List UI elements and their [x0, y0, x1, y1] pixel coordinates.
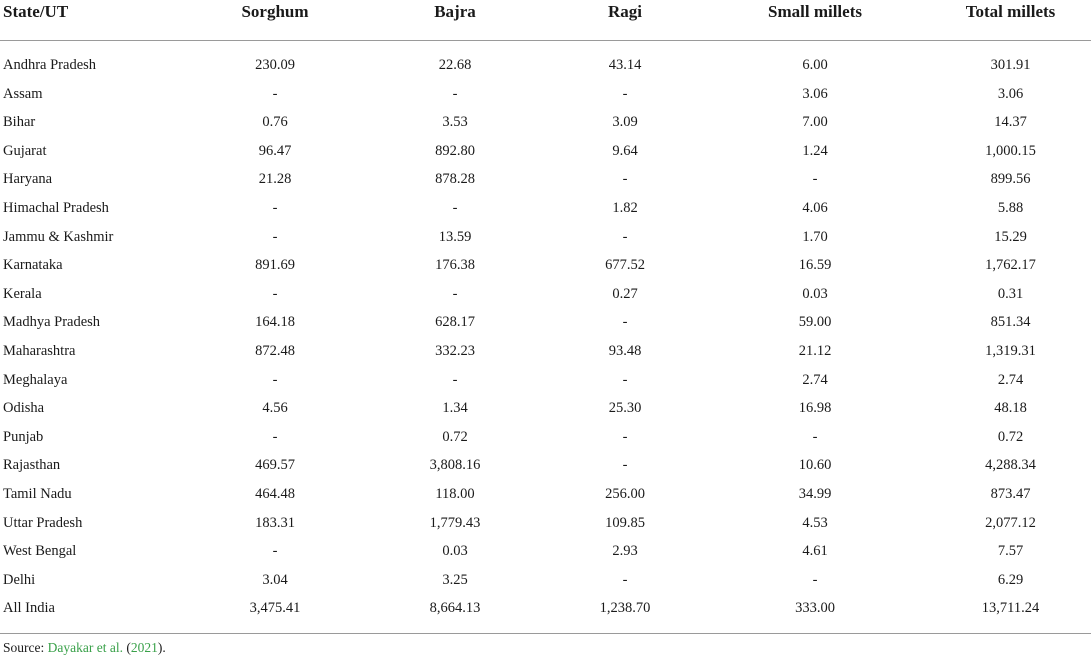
cell-state: Karnataka: [3, 257, 63, 274]
cell-bajra: 22.68: [438, 57, 472, 73]
cell-total-millets: 4,288.34: [985, 457, 1036, 474]
cell-total-millets: 2.74: [997, 371, 1024, 388]
cell-state: Assam: [3, 85, 43, 102]
cell-small-millets: 21.12: [798, 342, 832, 359]
cell-ragi: -: [622, 85, 628, 102]
cell-state: Maharashtra: [3, 342, 76, 359]
cell-ragi: -: [622, 314, 628, 331]
cell-sorghum: 230.09: [255, 57, 295, 73]
cell-bajra: 628.17: [435, 314, 475, 331]
source-paren-open: (: [122, 640, 131, 655]
cell-sorghum: 4.56: [262, 400, 288, 417]
header-row: [0, 0, 1091, 41]
cell-ragi: 93.48: [608, 342, 642, 359]
cell-total-millets: 13,711.24: [981, 600, 1040, 617]
cell-small-millets: -: [812, 428, 818, 445]
cell-bajra: 13.59: [438, 228, 472, 245]
cell-small-millets: 16.98: [798, 400, 832, 417]
cell-small-millets: 10.60: [798, 457, 832, 474]
cell-sorghum: 21.28: [258, 171, 292, 188]
cell-small-millets: 7.00: [802, 114, 828, 131]
cell-ragi: -: [622, 228, 628, 245]
cell-bajra: 1.34: [442, 400, 468, 417]
cell-ragi: 1.82: [612, 199, 638, 216]
cell-state: Jammu & Kashmir: [3, 228, 114, 245]
table-row: [0, 537, 1091, 566]
cell-total-millets: 48.18: [994, 400, 1027, 417]
table-row: [0, 480, 1091, 509]
header-total-millets: Total millets: [930, 0, 1091, 41]
cell-ragi: 43.14: [608, 57, 642, 73]
cell-total-millets: 1,000.15: [985, 142, 1036, 159]
table-row: [0, 280, 1091, 309]
cell-ragi: 25.30: [608, 400, 642, 417]
cell-sorghum: 3,475.41: [249, 600, 301, 617]
table-row: [0, 594, 1091, 633]
cell-small-millets: 4.06: [802, 199, 828, 216]
cell-small-millets: 333.00: [795, 600, 835, 617]
cell-total-millets: 15.29: [994, 228, 1027, 245]
source-author-link[interactable]: Dayakar et al.: [47, 640, 123, 655]
table-row: [0, 165, 1091, 194]
table-row: [0, 451, 1091, 480]
cell-ragi: 677.52: [605, 257, 645, 274]
cell-bajra: 0.03: [442, 543, 468, 560]
cell-state: Madhya Pradesh: [3, 314, 101, 331]
table-row: [0, 394, 1091, 423]
cell-bajra: -: [452, 199, 458, 216]
table-row: [0, 566, 1091, 595]
source-note: [3, 639, 166, 657]
table-row: [0, 108, 1091, 137]
cell-bajra: -: [452, 85, 458, 102]
cell-ragi: -: [622, 457, 628, 474]
cell-small-millets: 1.24: [802, 142, 828, 159]
table-row: [0, 423, 1091, 452]
cell-state: Rajasthan: [3, 457, 61, 474]
cell-bajra: 1,779.43: [429, 514, 481, 531]
header-state: State/UT: [0, 0, 190, 41]
cell-state: Andhra Pradesh: [3, 57, 97, 73]
cell-state: Punjab: [3, 428, 44, 445]
cell-total-millets: 5.88: [997, 199, 1024, 216]
table-row: [0, 41, 1091, 80]
cell-small-millets: 4.53: [802, 514, 828, 531]
cell-bajra: -: [452, 371, 458, 388]
cell-ragi: 109.85: [605, 514, 645, 531]
cell-small-millets: 1.70: [802, 228, 828, 245]
table-row: [0, 366, 1091, 395]
cell-total-millets: 0.31: [997, 285, 1024, 302]
cell-sorghum: 464.48: [255, 485, 295, 502]
cell-small-millets: 4.61: [802, 543, 828, 560]
cell-total-millets: 1,762.17: [985, 257, 1036, 274]
cell-small-millets: 34.99: [798, 485, 832, 502]
cell-sorghum: 891.69: [255, 257, 295, 274]
cell-bajra: 878.28: [435, 171, 475, 188]
cell-total-millets: 0.72: [997, 428, 1024, 445]
cell-total-millets: 1,319.31: [985, 342, 1036, 359]
table-row: [0, 223, 1091, 252]
cell-total-millets: 851.34: [990, 314, 1031, 331]
cell-total-millets: 6.29: [997, 571, 1024, 588]
cell-ragi: 256.00: [605, 485, 645, 502]
table-row: [0, 194, 1091, 223]
cell-small-millets: 59.00: [798, 314, 832, 331]
source-prefix: Source:: [3, 640, 48, 655]
cell-small-millets: -: [812, 171, 818, 188]
cell-bajra: 8,664.13: [429, 600, 481, 617]
source-year-link[interactable]: 2021: [130, 640, 158, 655]
cell-sorghum: -: [272, 85, 278, 102]
table-row: [0, 308, 1091, 337]
cell-ragi: 9.64: [612, 142, 638, 159]
header-ragi: Ragi: [550, 0, 700, 41]
cell-bajra: 332.23: [435, 342, 475, 359]
cell-bajra: 118.00: [435, 485, 475, 502]
cell-small-millets: 3.06: [802, 85, 828, 102]
cell-sorghum: 469.57: [255, 457, 295, 474]
cell-bajra: 0.72: [442, 428, 468, 445]
cell-state: All India: [3, 600, 55, 617]
header-small-millets: Small millets: [700, 0, 930, 41]
cell-ragi: 2.93: [612, 543, 638, 560]
table-body: [0, 41, 1091, 634]
cell-bajra: 176.38: [435, 257, 475, 274]
cell-state: Uttar Pradesh: [3, 514, 83, 531]
cell-total-millets: 873.47: [990, 485, 1031, 502]
cell-bajra: 3.53: [442, 114, 468, 131]
header-sorghum: Sorghum: [190, 0, 360, 41]
cell-ragi: 1,238.70: [599, 600, 651, 617]
cell-sorghum: -: [272, 543, 278, 560]
cell-sorghum: -: [272, 428, 278, 445]
cell-bajra: 3,808.16: [429, 457, 481, 474]
cell-total-millets: 3.06: [997, 85, 1024, 102]
cell-ragi: -: [622, 171, 628, 188]
cell-sorghum: 183.31: [255, 514, 295, 531]
table-row: [0, 251, 1091, 280]
table-row: [0, 509, 1091, 538]
cell-sorghum: 96.47: [258, 142, 292, 159]
cell-state: West Bengal: [3, 543, 77, 560]
cell-total-millets: 899.56: [990, 171, 1031, 188]
cell-sorghum: 0.76: [262, 114, 288, 131]
cell-sorghum: 3.04: [262, 571, 288, 588]
cell-ragi: 3.09: [612, 114, 638, 131]
cell-total-millets: 301.91: [990, 57, 1031, 73]
cell-sorghum: -: [272, 371, 278, 388]
cell-state: Kerala: [3, 285, 42, 302]
cell-small-millets: 0.03: [802, 285, 828, 302]
cell-sorghum: -: [272, 285, 278, 302]
cell-ragi: -: [622, 428, 628, 445]
cell-bajra: 892.80: [435, 142, 475, 159]
cell-small-millets: -: [812, 571, 818, 588]
cell-sorghum: 164.18: [255, 314, 295, 331]
cell-sorghum: -: [272, 228, 278, 245]
cell-small-millets: 16.59: [798, 257, 832, 274]
header-bajra: Bajra: [360, 0, 550, 41]
cell-state: Delhi: [3, 571, 36, 588]
cell-state: Tamil Nadu: [3, 485, 72, 502]
cell-state: Himachal Pradesh: [3, 199, 109, 216]
cell-bajra: -: [452, 285, 458, 302]
table-row: [0, 137, 1091, 166]
cell-ragi: 0.27: [612, 285, 638, 302]
cell-small-millets: 6.00: [802, 57, 828, 73]
cell-ragi: -: [622, 571, 628, 588]
cell-state: Meghalaya: [3, 371, 68, 388]
cell-total-millets: 7.57: [997, 543, 1024, 560]
cell-sorghum: -: [272, 199, 278, 216]
cell-state: Bihar: [3, 114, 36, 131]
cell-total-millets: 2,077.12: [985, 514, 1036, 531]
source-paren-close: ).: [157, 640, 166, 655]
table-row: [0, 337, 1091, 366]
cell-small-millets: 2.74: [802, 371, 828, 388]
cell-state: Haryana: [3, 171, 53, 188]
cell-bajra: 3.25: [442, 571, 468, 588]
cell-ragi: -: [622, 371, 628, 388]
cell-total-millets: 14.37: [994, 114, 1027, 131]
table-row: [0, 80, 1091, 109]
cell-state: Odisha: [3, 400, 45, 417]
cell-sorghum: 872.48: [255, 342, 295, 359]
cell-state: Gujarat: [3, 142, 47, 159]
